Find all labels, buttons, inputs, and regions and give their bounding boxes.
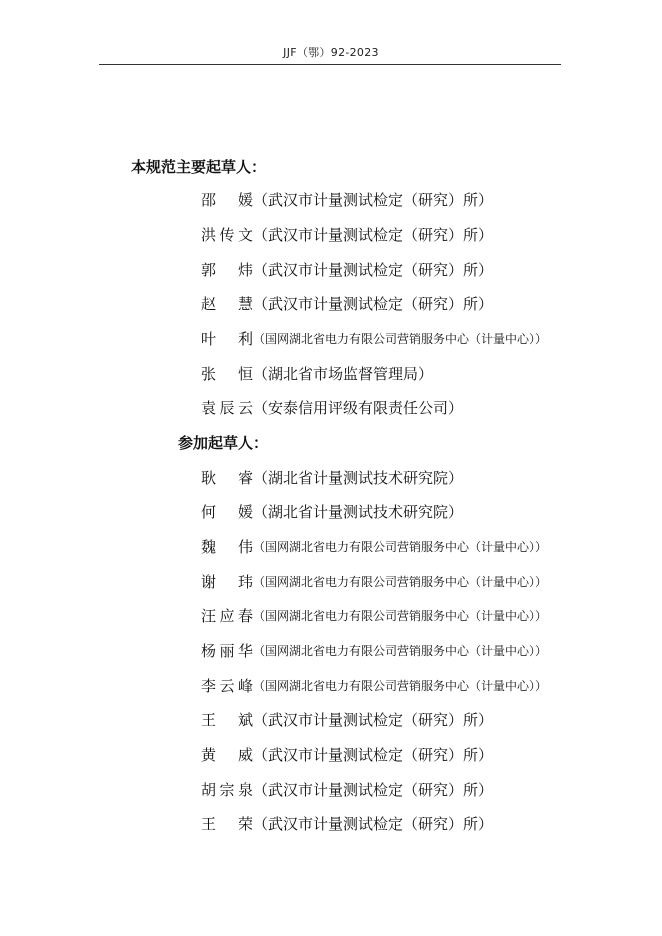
drafter-organization: （武汉市计量测试检定（研究）所） [253, 815, 494, 833]
drafter-entry [201, 641, 547, 661]
drafter-entry [201, 745, 493, 765]
participating-drafters-title: 参加起草人： [178, 434, 269, 452]
drafter-entry [201, 606, 547, 626]
drafter-name: 郭 炜 [201, 261, 253, 279]
drafter-name: 魏 伟 [201, 538, 253, 556]
drafter-entry [201, 294, 493, 314]
main-drafters-title: 本规范主要起草人： [131, 158, 267, 176]
drafter-name: 张 恒 [201, 365, 253, 383]
drafter-organization: （武汉市计量测试检定（研究）所） [253, 191, 494, 209]
drafter-organization: （武汉市计量测试检定（研究）所） [253, 261, 494, 279]
drafter-entry [201, 537, 547, 557]
drafter-name: 王 斌 [201, 711, 253, 729]
drafter-name: 李云峰 [201, 677, 253, 695]
drafter-organization: （国网湖北省电力有限公司营销服务中心（计量中心）） [253, 644, 548, 658]
drafter-name: 邵 媛 [201, 191, 253, 209]
drafter-name: 何 媛 [201, 503, 253, 521]
drafter-name: 叶 利 [201, 330, 253, 348]
drafter-organization: （武汉市计量测试检定（研究）所） [253, 746, 494, 764]
drafter-name: 胡宗泉 [201, 781, 253, 799]
header-divider [99, 64, 561, 65]
drafter-organization: （国网湖北省电力有限公司营销服务中心（计量中心）） [253, 679, 548, 693]
drafter-entry [201, 780, 493, 800]
drafter-entry [201, 225, 493, 245]
drafter-name: 耿 睿 [201, 469, 253, 487]
drafter-entry [201, 572, 547, 592]
drafter-name: 洪传文 [201, 226, 253, 244]
drafter-organization: （湖北省计量测试技术研究院） [253, 469, 464, 487]
drafter-entry [201, 710, 493, 730]
drafter-entry [201, 329, 547, 349]
drafter-name: 谢 玮 [201, 573, 253, 591]
drafter-name: 赵 慧 [201, 295, 253, 313]
drafter-organization: （湖北省计量测试技术研究院） [253, 503, 464, 521]
drafter-name: 袁辰云 [201, 399, 253, 417]
drafter-organization: （武汉市计量测试检定（研究）所） [253, 781, 494, 799]
drafter-entry [201, 364, 433, 384]
drafter-organization: （国网湖北省电力有限公司营销服务中心（计量中心）） [253, 540, 548, 554]
drafter-entry [201, 190, 493, 210]
drafter-entry [201, 502, 463, 522]
drafter-entry [201, 398, 463, 418]
drafter-organization: （武汉市计量测试检定（研究）所） [253, 711, 494, 729]
drafter-organization: （国网湖北省电力有限公司营销服务中心（计量中心）） [253, 332, 548, 346]
drafter-organization: （国网湖北省电力有限公司营销服务中心（计量中心）） [253, 575, 548, 589]
drafter-organization: （湖北省市场监督管理局） [253, 365, 434, 383]
drafter-name: 王 荣 [201, 815, 253, 833]
page-header-code: JJF（鄂）92-2023 [283, 46, 379, 59]
drafter-organization: （国网湖北省电力有限公司营销服务中心（计量中心）） [253, 609, 548, 623]
drafter-entry [201, 676, 547, 696]
drafter-name: 黄 威 [201, 746, 253, 764]
drafter-organization: （安泰信用评级有限责任公司） [253, 399, 464, 417]
drafter-entry [201, 814, 493, 834]
drafter-name: 汪应春 [201, 607, 253, 625]
drafter-organization: （武汉市计量测试检定（研究）所） [253, 226, 494, 244]
drafter-name: 杨丽华 [201, 642, 253, 660]
drafter-entry [201, 260, 493, 280]
drafter-organization: （武汉市计量测试检定（研究）所） [253, 295, 494, 313]
drafter-entry [201, 468, 463, 488]
